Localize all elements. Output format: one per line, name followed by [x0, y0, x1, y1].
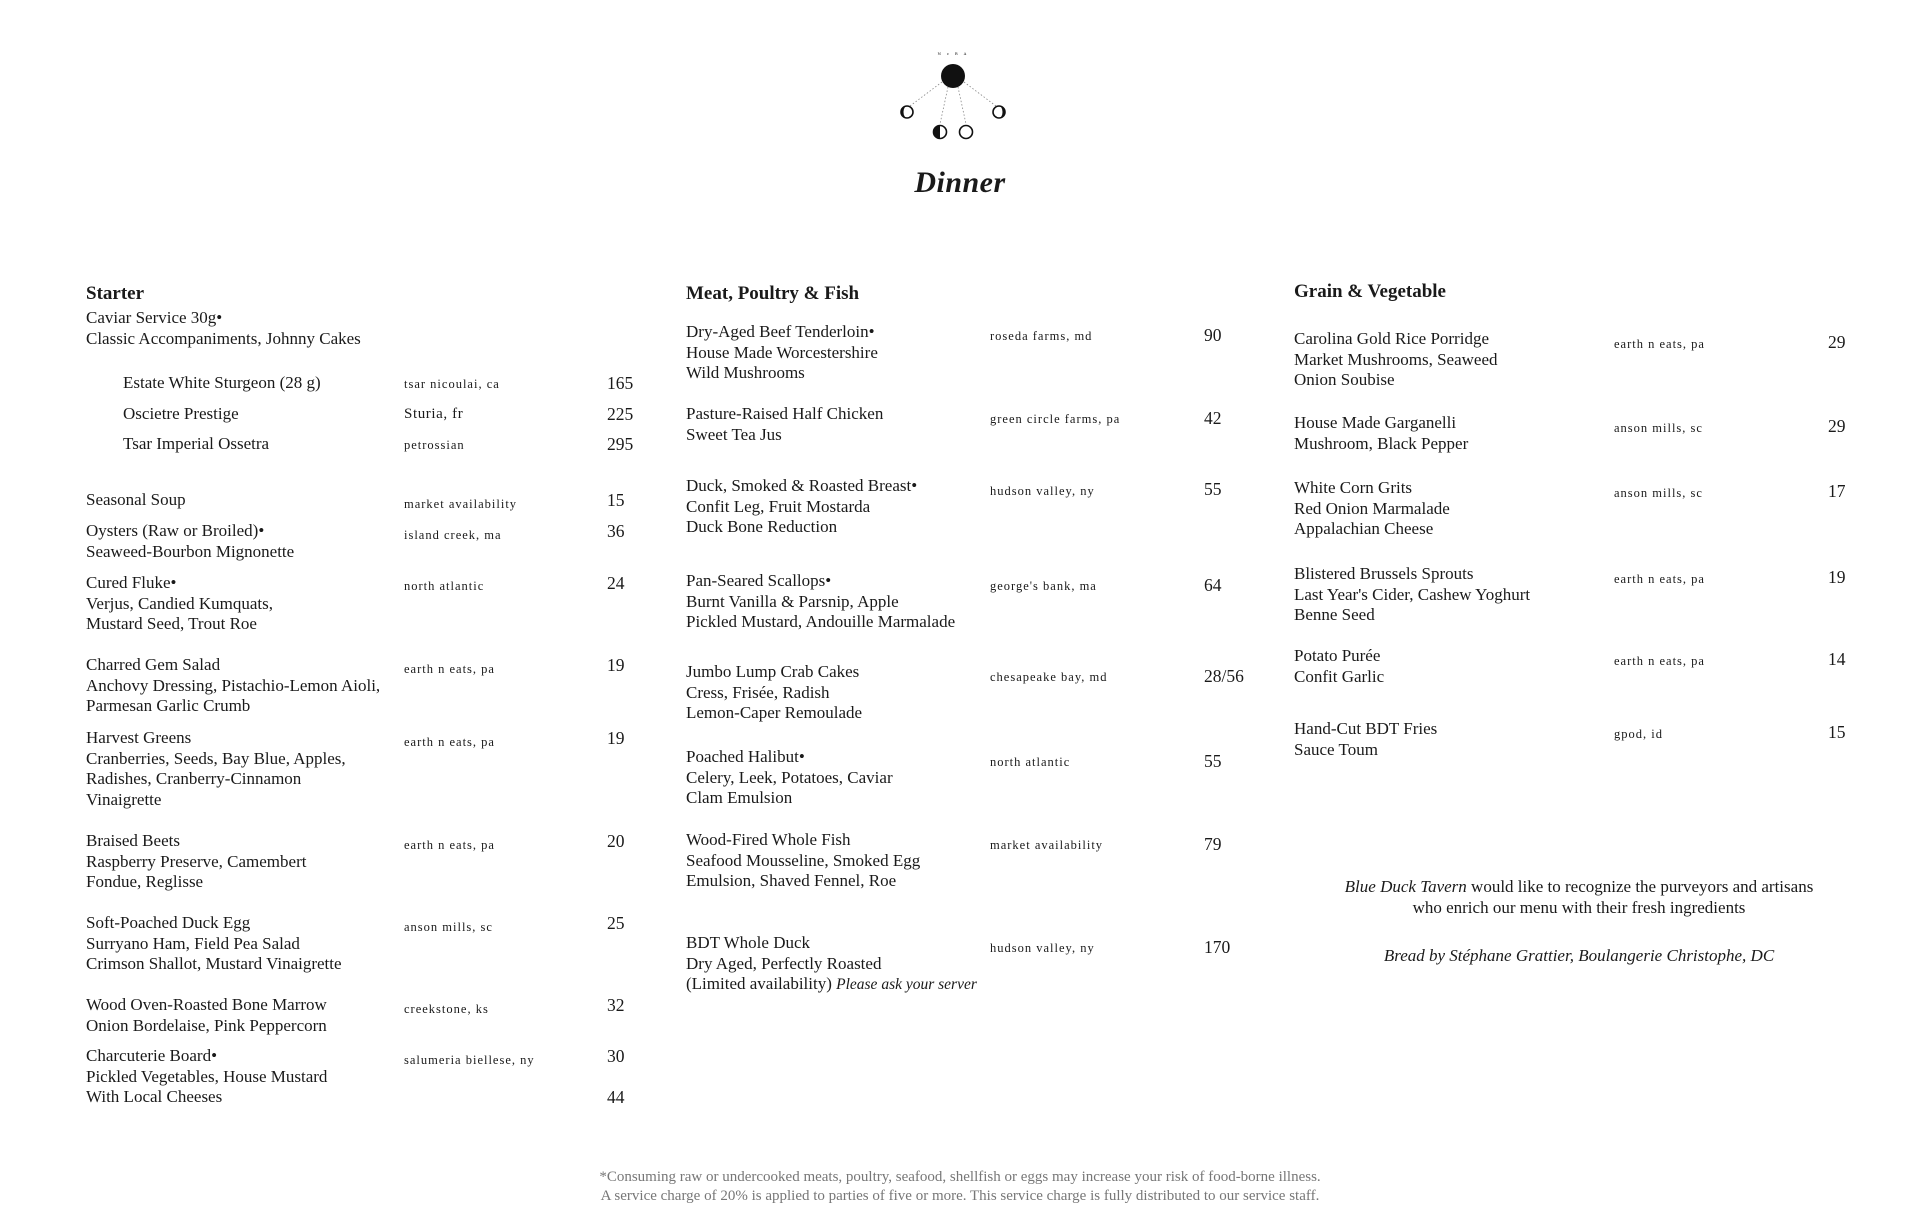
menu-item: Potato Purée Confit Garlic: [1294, 646, 1385, 686]
menu-item-source: north atlantic: [990, 755, 1071, 769]
menu-item-price: 30: [607, 1046, 625, 1066]
menu-item-price: 295: [607, 434, 634, 454]
menu-item: Cured Fluke• Verjus, Candied Kumquats, Mustard Seed, Trout Roe: [86, 573, 273, 633]
section-title-starter: Starter: [86, 283, 145, 304]
menu-item-source: earth n eats, pa: [1614, 337, 1705, 351]
menu-item-source: hudson valley, ny: [990, 484, 1095, 498]
menu-item-price: 19: [607, 655, 625, 675]
menu-item-price: 19: [607, 728, 625, 748]
menu-item-price: 17: [1828, 481, 1846, 501]
menu-item-source: Sturia, fr: [404, 406, 464, 422]
menu-item-price: 28/56: [1204, 666, 1244, 686]
caviar-service: Caviar Service 30g• Classic Accompaniments, Johnny Cakes: [86, 308, 361, 348]
menu-item-price: 32: [607, 995, 625, 1015]
menu-item: Hand-Cut BDT Fries Sauce Toum: [1294, 719, 1438, 759]
menu-item-source: anson mills, sc: [1614, 486, 1703, 500]
menu-item-price: 14: [1828, 649, 1846, 669]
menu-item: Carolina Gold Rice Porridge Market Mushrooms, Seaweed Onion Soubise: [1294, 329, 1498, 389]
menu-item-price: 165: [607, 373, 634, 393]
menu-item-price: 79: [1204, 834, 1222, 854]
menu-item-price: 15: [1828, 722, 1846, 742]
menu-item-source: anson mills, sc: [404, 920, 493, 934]
menu-item-price: 55: [1204, 751, 1222, 771]
menu-item-source: roseda farms, md: [990, 329, 1093, 343]
menu-item: Jumbo Lump Crab Cakes Cress, Frisée, Radish Lemon-Caper Remoulade: [686, 662, 863, 722]
menu-item-source: salumeria biellese, ny: [404, 1053, 535, 1067]
menu-item-price: 64: [1204, 575, 1222, 595]
menu-item: Oysters (Raw or Broiled)• Seaweed-Bourbon Mignonette: [86, 521, 295, 561]
menu-item: Braised Beets Raspberry Preserve, Camembert Fondue, Reglisse: [86, 831, 307, 891]
menu-item-source: gpod, id: [1614, 727, 1663, 741]
restaurant-name: Blue Duck Tavern: [1344, 877, 1467, 896]
menu-item-source: market availability: [404, 497, 518, 511]
menu-item-source: george's bank, ma: [990, 579, 1097, 593]
menu-item-source: market availability: [990, 838, 1104, 852]
menu-title: Dinner: [914, 166, 1006, 199]
menu-item-source: chesapeake bay, md: [990, 670, 1108, 684]
menu-item-source: petrossian: [404, 438, 465, 452]
menu-item-price: 24: [607, 573, 625, 593]
purveyor-note: Blue Duck Tavern would like to recognize the purveyors and artisans who enrich our menu with their fresh ingredients: [1344, 877, 1814, 917]
menu-item-price: 29: [1828, 416, 1846, 436]
section-title-grain: Grain & Vegetable: [1294, 281, 1446, 302]
menu-item: Wood-Fired Whole Fish Seafood Mousseline, Smoked Egg Emulsion, Shaved Fennel, Roe: [686, 830, 921, 890]
menu-item: Poached Halibut• Celery, Leek, Potatoes, Caviar Clam Emulsion: [686, 747, 893, 807]
menu-item: Charred Gem Salad Anchovy Dressing, Pistachio-Lemon Aioli, Parmesan Garlic Crumb: [86, 655, 381, 715]
ask-server-note: Please ask your server: [836, 976, 977, 993]
menu-item-name: Estate White Sturgeon (28 g): [123, 373, 321, 392]
menu-item: Seasonal Soup: [86, 490, 186, 509]
menu-item: Pasture-Raised Half Chicken Sweet Tea Jus: [686, 404, 884, 444]
menu-item-source: earth n eats, pa: [1614, 572, 1705, 586]
moon-phases-logo-icon: [896, 44, 1010, 144]
menu-item-source: island creek, ma: [404, 528, 502, 542]
menu-item-price: 42: [1204, 408, 1222, 428]
menu-item-source: tsar nicoulai, ca: [404, 377, 500, 391]
menu-item: BDT Whole Duck Dry Aged, Perfectly Roasted (Limited availability) Please ask your server: [686, 933, 977, 993]
menu-item: White Corn Grits Red Onion Marmalade Appalachian Cheese: [1294, 478, 1450, 538]
menu-item-price: 55: [1204, 479, 1222, 499]
menu-item: House Made Garganelli Mushroom, Black Pepper: [1294, 413, 1469, 453]
menu-item-source: earth n eats, pa: [404, 838, 495, 852]
menu-item: Soft-Poached Duck Egg Surryano Ham, Field Pea Salad Crimson Shallot, Mustard Vinaigrette: [86, 913, 342, 973]
menu-item-source: creekstone, ks: [404, 1002, 489, 1016]
menu-item-source: earth n eats, pa: [404, 735, 495, 749]
menu-item: Wood Oven-Roasted Bone Marrow Onion Bordelaise, Pink Peppercorn: [86, 995, 327, 1035]
menu-item-source: hudson valley, ny: [990, 941, 1095, 955]
menu-item-price: 36: [607, 521, 625, 541]
menu-item-source: earth n eats, pa: [1614, 654, 1705, 668]
menu-item-source: north atlantic: [404, 579, 485, 593]
menu-item-price: 225: [607, 404, 634, 424]
menu-item-price: 170: [1204, 937, 1231, 957]
menu-item-source: green circle farms, pa: [990, 412, 1121, 426]
menu-item-price-secondary: 44: [607, 1087, 625, 1107]
menu-item: Blistered Brussels Sprouts Last Year's Cider, Cashew Yoghurt Benne Seed: [1294, 564, 1531, 624]
menu-item: Pan-Seared Scallops• Burnt Vanilla & Parsnip, Apple Pickled Mustard, Andouille Marmalade: [686, 571, 956, 631]
menu-item-price: 90: [1204, 325, 1222, 345]
menu-item-price: 29: [1828, 332, 1846, 352]
menu-item-source: earth n eats, pa: [404, 662, 495, 676]
menu-item-price: 25: [607, 913, 625, 933]
menu-item-name: Oscietre Prestige: [123, 404, 239, 423]
menu-item: Duck, Smoked & Roasted Breast• Confit Leg, Fruit Mostarda Duck Bone Reduction: [686, 476, 918, 536]
footer-disclaimer: *Consuming raw or undercooked meats, poultry, seafood, shellfish or eggs may increase your risk of food-borne illness. A service charge of 20% is applied to parties of five or more. This service charge is fully distributed to our service staff.: [599, 1169, 1321, 1204]
menu-item-price: 19: [1828, 567, 1846, 587]
menu-item-name: Tsar Imperial Ossetra: [123, 434, 270, 453]
menu-item-price: 15: [607, 490, 625, 510]
menu-item-price: 20: [607, 831, 625, 851]
menu-item: Dry-Aged Beef Tenderloin• House Made Worcestershire Wild Mushrooms: [686, 322, 878, 382]
menu-item: Charcuterie Board• Pickled Vegetables, House Mustard With Local Cheeses: [86, 1046, 328, 1106]
logo-lettering: ᴺ ᶜ ᴿ ᴬ: [937, 52, 969, 59]
menu-item: Harvest Greens Cranberries, Seeds, Bay Blue, Apples, Radishes, Cranberry-Cinnamon Vinaigrette: [86, 728, 346, 809]
menu-item-source: anson mills, sc: [1614, 421, 1703, 435]
bread-note: Bread by Stéphane Grattier, Boulangerie Christophe, DC: [1383, 946, 1775, 965]
section-title-meat: Meat, Poultry & Fish: [686, 283, 860, 304]
